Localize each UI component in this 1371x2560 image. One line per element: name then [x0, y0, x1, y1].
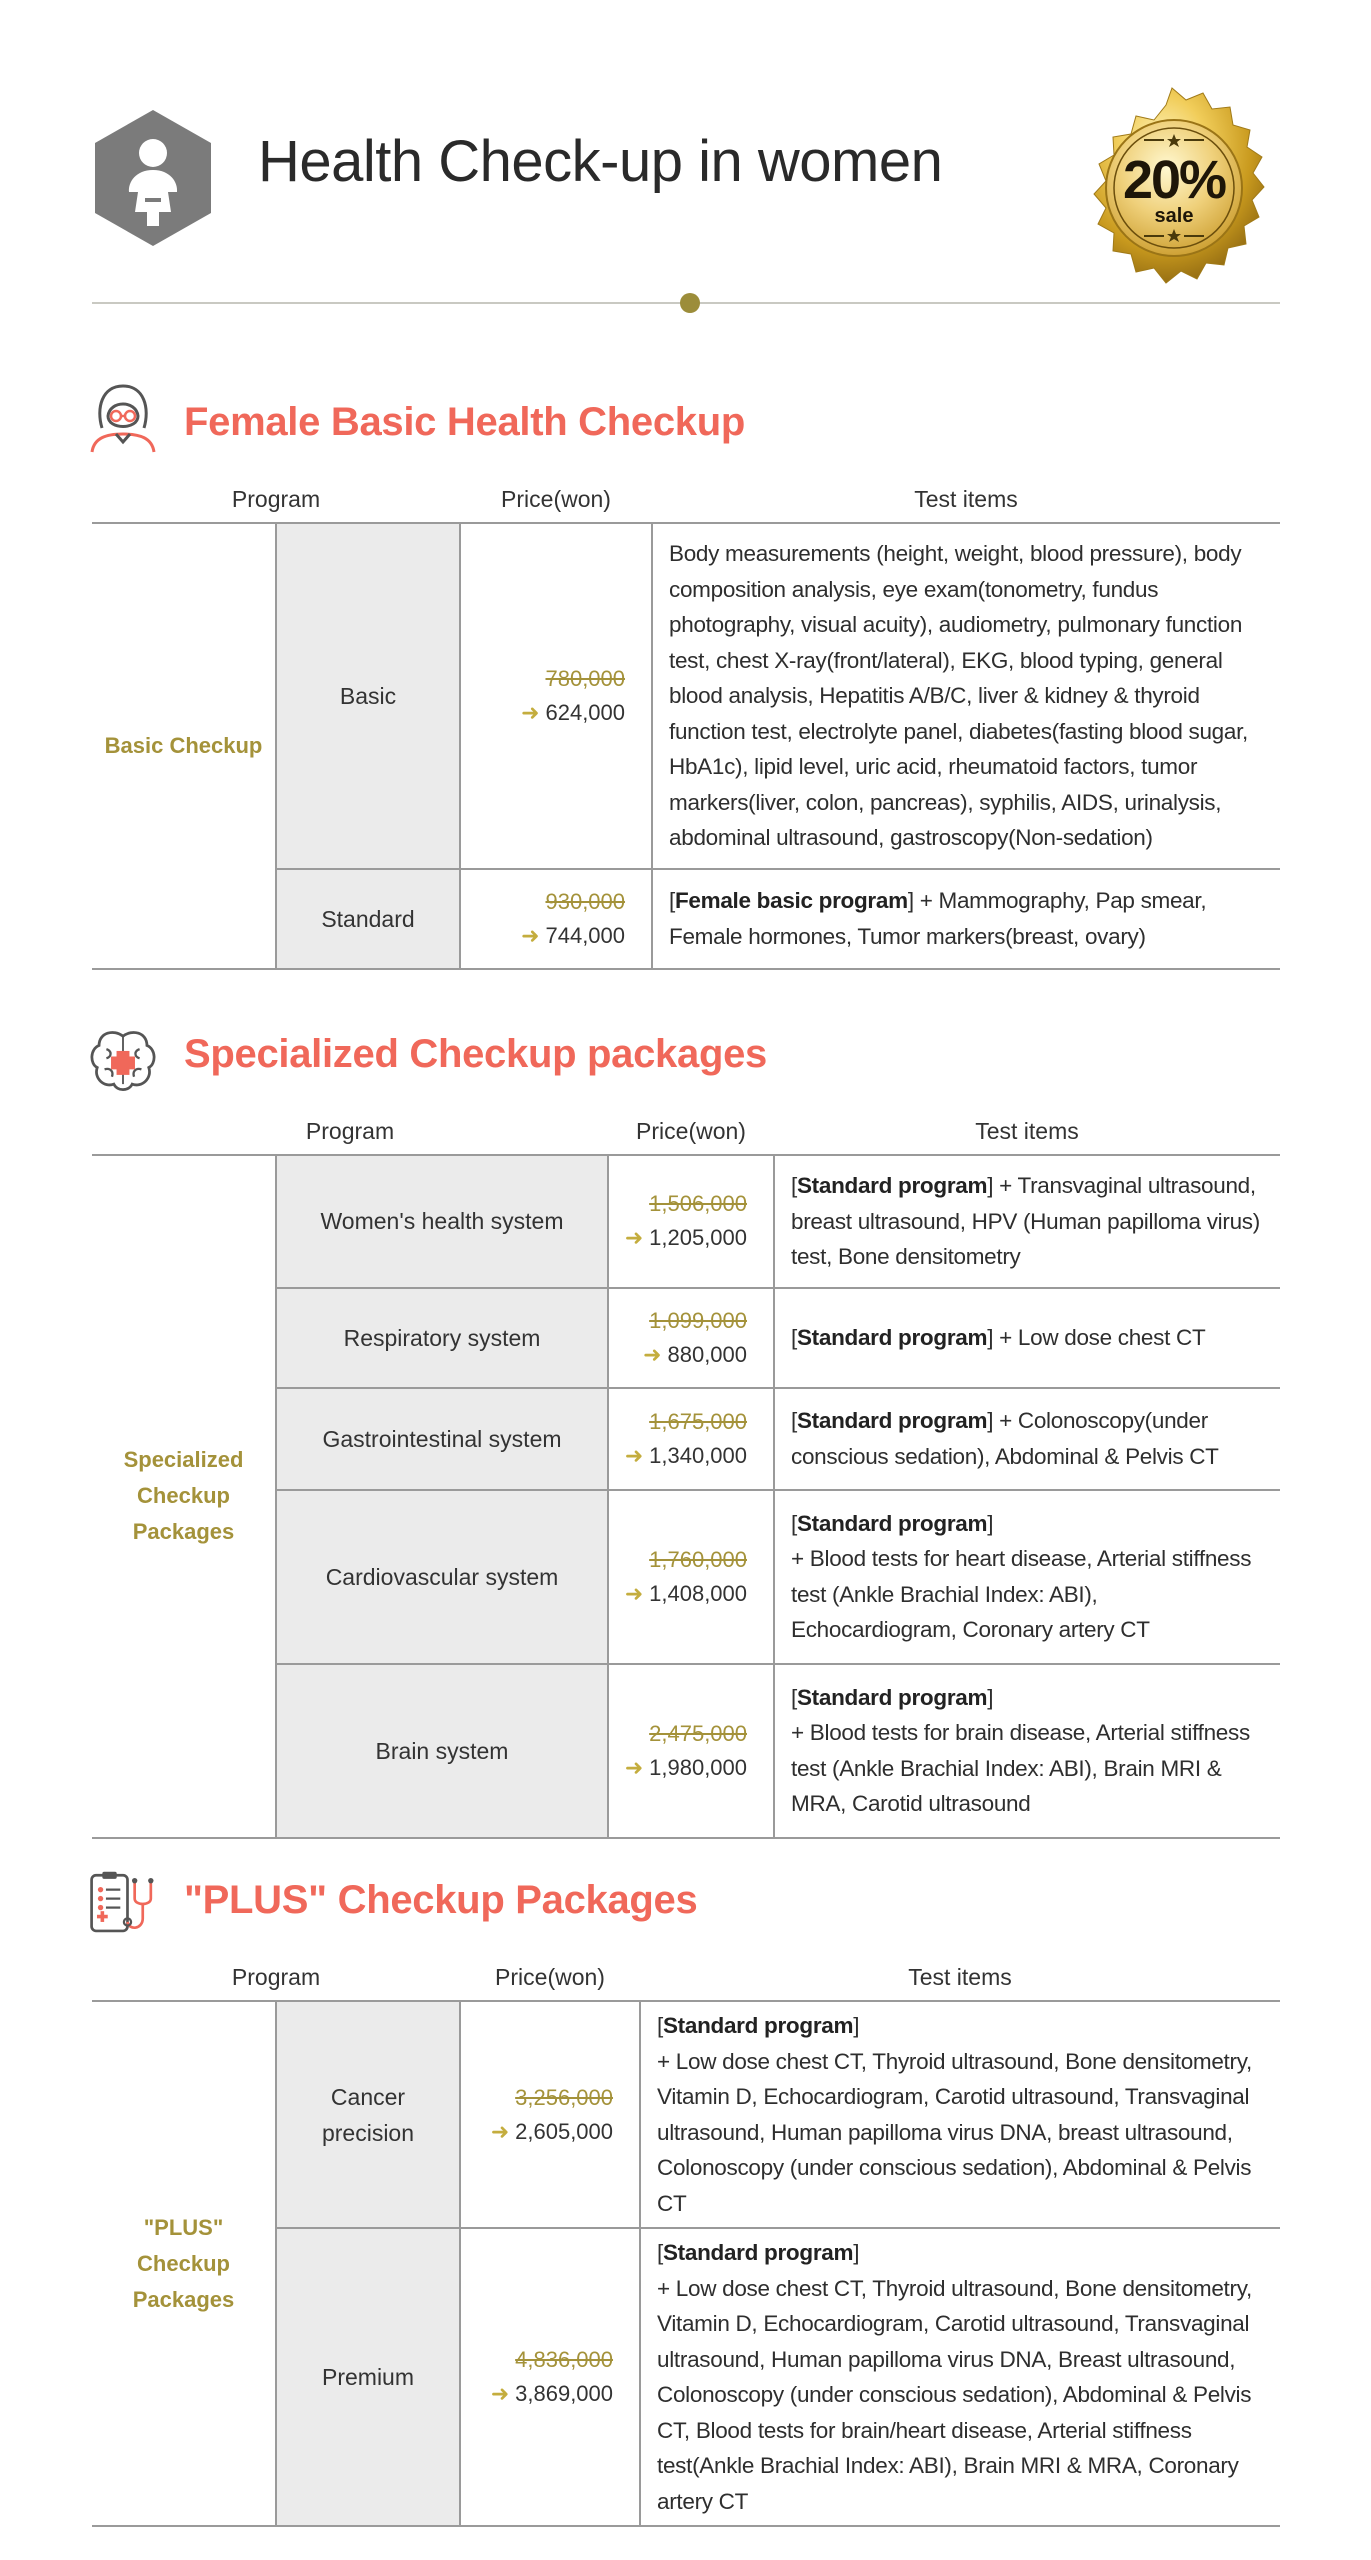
- col-header-price: Price(won): [608, 1108, 774, 1155]
- price-cell: [608, 1288, 774, 1388]
- price-cell: [460, 523, 652, 869]
- badge-label: sale: [1154, 205, 1194, 227]
- woman-hexagon-icon: [92, 108, 214, 248]
- program-name: Standard: [276, 869, 460, 969]
- program-name: Cancer precision: [276, 2001, 460, 2228]
- program-name: Respiratory system: [276, 1288, 608, 1388]
- price-cell: [608, 1490, 774, 1664]
- test-items: [Standard program] + Transvaginal ultrasound, breast ultrasound, HPV (Human papilloma virus) test, Bone densitometry: [774, 1155, 1280, 1288]
- original-price: 1,506,000: [649, 1191, 748, 1217]
- discount-price: 3,869,000: [515, 2381, 614, 2406]
- specialized-checkup-table: [92, 1108, 1280, 1839]
- arrow-right-icon: ➜: [521, 922, 540, 948]
- discount-price: 880,000: [667, 1341, 748, 1367]
- group-label: "PLUS" Checkup Packages: [92, 2001, 276, 2526]
- divider-dot: [680, 293, 700, 313]
- price-cell: [608, 1155, 774, 1288]
- col-header-price: Price(won): [460, 1954, 640, 2001]
- discount-price: 1,340,000: [649, 1442, 748, 1468]
- test-items: [Standard program] + Blood tests for heart disease, Arterial stiffness test (Ankle Brachial Index: ABI), Echocardiogram, Coronary artery CT: [774, 1490, 1280, 1664]
- arrow-right-icon: ➜: [624, 1225, 644, 1251]
- discount-price: 744,000: [545, 922, 626, 948]
- arrow-right-icon: ➜: [624, 1754, 644, 1780]
- col-header-program: Program: [92, 1108, 608, 1155]
- original-price: 1,675,000: [649, 1408, 748, 1434]
- arrow-right-icon: ➜: [490, 2381, 510, 2406]
- discount-price: 2,605,000: [515, 2118, 614, 2144]
- table-header-row: [92, 1108, 1280, 1155]
- table-row: [92, 1155, 1280, 1288]
- test-items: [Standard program] + Low dose chest CT, Thyroid ultrasound, Bone densitometry, Vitamin D, Echocardiogram, Carotid ultrasound, Transvaginal ultrasound, Human papilloma virus DNA, Breast ultrasound, Colonoscopy (under conscious sedation), Abdominal & Pelvis CT, Blood tests for brain/heart disease, Arterial stiffness test(Ankle Brachial Index: ABI), Brain MRI & MRA, Coronary artery CT: [640, 2228, 1280, 2526]
- price-cell: [460, 2001, 640, 2228]
- badge-percent: 20%: [1122, 150, 1226, 210]
- col-header-program: Program: [92, 1954, 460, 2001]
- section-title-basic: Female Basic Health Checkup: [184, 400, 746, 444]
- group-label: Specialized Checkup Packages: [92, 1155, 276, 1838]
- arrow-right-icon: ➜: [521, 699, 540, 725]
- plus-checkup-table: [92, 1954, 1280, 2527]
- discount-price: 1,408,000: [649, 1580, 748, 1606]
- arrow-right-icon: ➜: [624, 1580, 644, 1606]
- original-price: 930,000: [545, 888, 626, 914]
- original-price: 2,475,000: [649, 1720, 748, 1746]
- arrow-right-icon: ➜: [643, 1341, 662, 1367]
- col-header-items: Test items: [640, 1954, 1280, 2001]
- arrow-right-icon: ➜: [624, 1442, 644, 1468]
- page-title: Health Check-up in women: [258, 129, 943, 194]
- discount-price: 624,000: [545, 699, 626, 725]
- program-name: Gastrointestinal system: [276, 1388, 608, 1490]
- test-items: [Standard program] + Colonoscopy(under conscious sedation), Abdominal & Pelvis CT: [774, 1388, 1280, 1490]
- program-name: Cardiovascular system: [276, 1490, 608, 1664]
- table-header-row: [92, 1954, 1280, 2001]
- col-header-price: Price(won): [460, 476, 652, 523]
- program-name: Brain system: [276, 1664, 608, 1838]
- program-name: Basic: [276, 523, 460, 869]
- arrow-right-icon: ➜: [490, 2118, 510, 2144]
- group-label: Basic Checkup: [92, 523, 276, 969]
- price-cell: [608, 1664, 774, 1838]
- clipboard-stethoscope-icon: [88, 1866, 158, 1942]
- table-header-row: [92, 476, 1280, 523]
- test-items: [Standard program] + Low dose chest CT, Thyroid ultrasound, Bone densitometry, Vitamin D, Echocardiogram, Carotid ultrasound, Transvaginal ultrasound, Human papilloma virus DNA, breast ultrasound, Colonoscopy (under conscious sedation), Abdominal & Pelvis CT: [640, 2001, 1280, 2228]
- woman-avatar-icon: [88, 378, 158, 454]
- original-price: 1,760,000: [649, 1546, 748, 1572]
- price-cell: [460, 2228, 640, 2526]
- discount-price: 1,980,000: [649, 1754, 748, 1780]
- section-title-plus: "PLUS" Checkup Packages: [184, 1878, 698, 1922]
- program-name: Women's health system: [276, 1155, 608, 1288]
- original-price: 4,836,000: [515, 2347, 614, 2372]
- gold-seal-icon: [1062, 84, 1282, 304]
- basic-checkup-table: [92, 476, 1280, 970]
- col-header-items: Test items: [774, 1108, 1280, 1155]
- test-items: [Female basic program] + Mammography, Pap smear, Female hormones, Tumor markers(breast, ovary): [652, 869, 1280, 969]
- discount-price: 1,205,000: [649, 1225, 748, 1251]
- original-price: 1,099,000: [649, 1307, 748, 1333]
- price-cell: [608, 1388, 774, 1490]
- brain-medical-icon: [88, 1024, 158, 1100]
- test-items: Body measurements (height, weight, blood pressure), body composition analysis, eye exam(tonometry, fundus photography, visual acuity), audiometry, pulmonary function test, chest X-ray(front/lateral), EKG, blood typing, general blood analysis, Hepatitis A/B/C, liver & kidney & thyroid function test, electrolyte panel, diabetes(fasting blood sugar, HbA1c), lipid level, uric acid, rheumatoid factors, tumor markers(liver, colon, pancreas), syphilis, AIDS, urinalysis, abdominal ultrasound, gastroscopy(Non-sedation): [652, 523, 1280, 869]
- section-title-specialized: Specialized Checkup packages: [184, 1032, 767, 1076]
- table-row: [92, 2001, 1280, 2228]
- test-items: [Standard program] + Blood tests for brain disease, Arterial stiffness test (Ankle Brachial Index: ABI), Brain MRI & MRA, Carotid ultrasound: [774, 1664, 1280, 1838]
- price-cell: [460, 869, 652, 969]
- program-name: Premium: [276, 2228, 460, 2526]
- test-items: [Standard program] + Low dose chest CT: [774, 1288, 1280, 1388]
- table-row: [92, 523, 1280, 869]
- original-price: 3,256,000: [515, 2084, 614, 2110]
- original-price: 780,000: [545, 665, 626, 691]
- col-header-items: Test items: [652, 476, 1280, 523]
- col-header-program: Program: [92, 476, 460, 523]
